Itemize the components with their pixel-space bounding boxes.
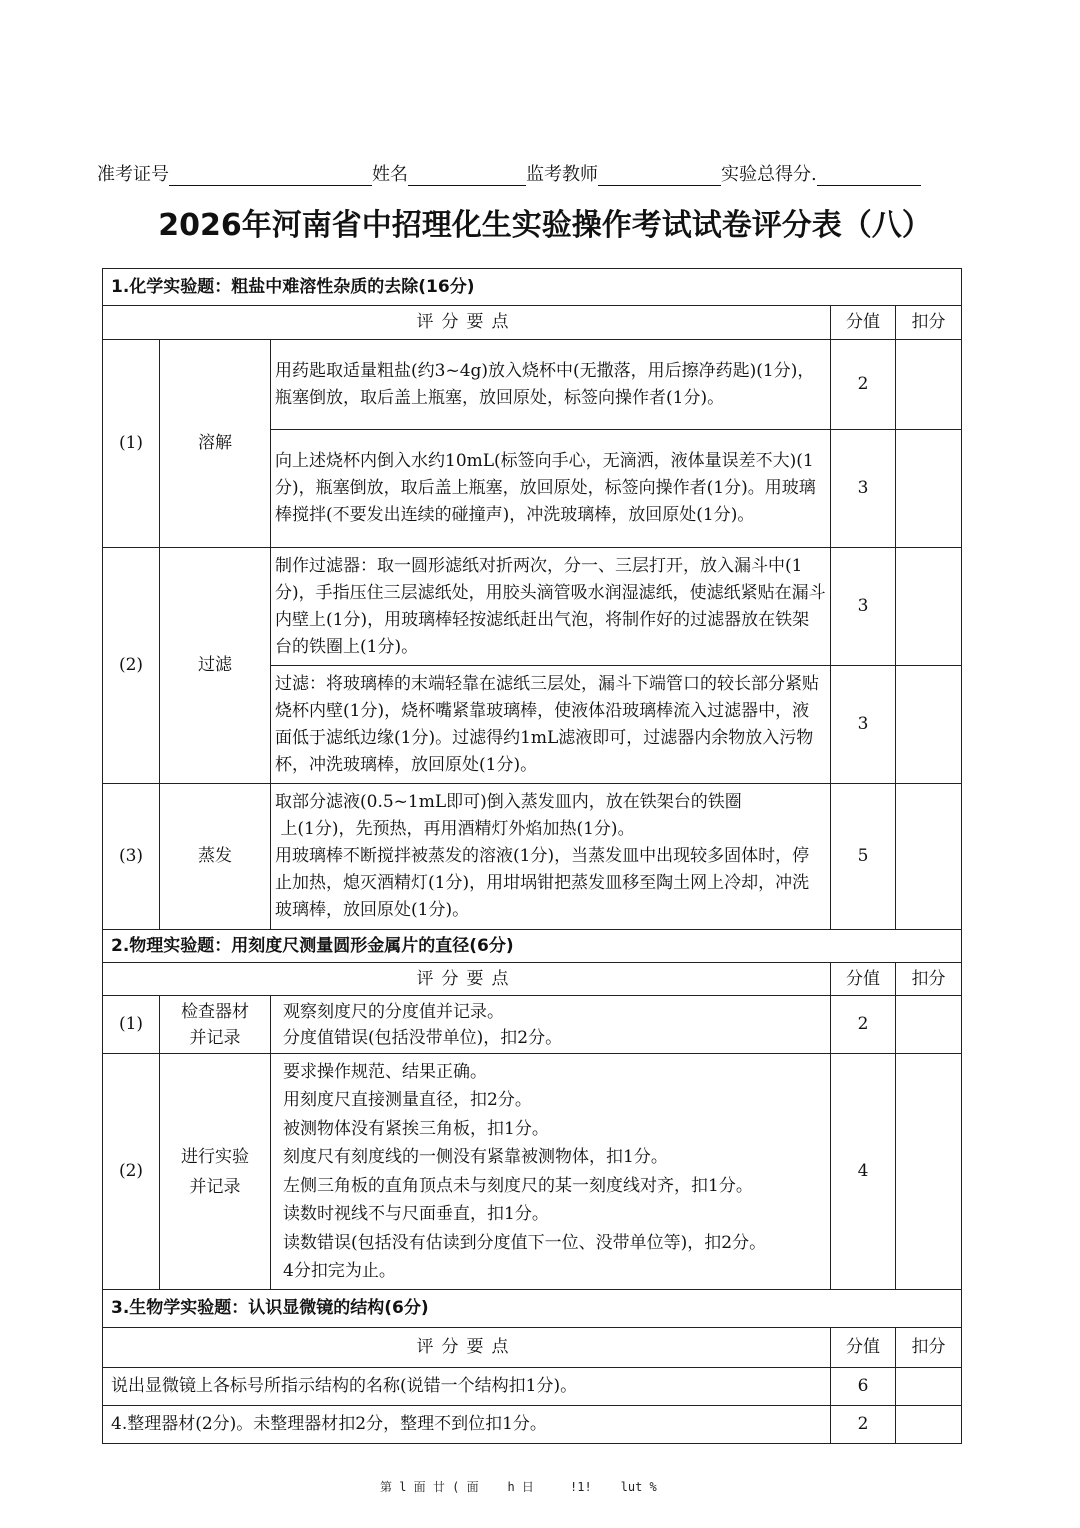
exam-id-blank[interactable] [169,163,372,186]
deduction-cell[interactable] [896,1054,962,1290]
text-line: 用玻璃棒不断搅拌被蒸发的溶液(1分)，当蒸发皿中出现较多固体时，停止加热，熄灭酒精灯(1分)，用坩埚钳把蒸发皿移至陶土网上冷却，冲洗玻璃棒，放回原处(1分)。 [275,846,810,920]
table-row [103,996,962,1054]
scoring-point: 说出显微镜上各标号所指示结构的名称(说错一个结构扣1分)。 [103,1368,831,1406]
deduction-cell[interactable] [896,340,962,430]
section-title-chemistry: 1.化学实验题：粗盐中难溶性杂质的去除(16分) [103,269,962,306]
scoring-point: 制作过滤器：取一圆形滤纸对折两次，分一、三层打开，放入漏斗中(1分)，手指压住三层滤纸处，用胶头滴管吸水润湿滤纸，使滤纸紧贴在漏斗内壁上(1分)，用玻璃棒轻按滤纸赶出气泡，将制作好的过滤器放在铁架台的铁圈上(1分)。 [271,548,831,666]
score-value: 5 [831,784,896,930]
step-name: 溶解 [160,340,271,548]
text-line: 左侧三角板的直角顶点未与刻度尺的某一刻度线对齐，扣1分。 [283,1175,753,1196]
step-name: 过滤 [160,548,271,784]
value-header: 分值 [831,306,896,340]
step-number: (3) [103,784,160,930]
points-header: 评分要点 [103,963,831,996]
deduct-header: 扣分 [896,306,962,340]
score-value: 2 [831,996,896,1054]
name-label: 姓名 [372,164,408,185]
scoring-point: 过滤：将玻璃棒的末端轻靠在滤纸三层处，漏斗下端管口的较长部分紧贴烧杯内壁(1分)，烧杯嘴紧靠玻璃棒，使液体沿玻璃棒流入过滤器中，液面低于滤纸边缘(1分)。过滤得约1mL滤液即可，过滤器内余物放入污物杯，冲洗玻璃棒，放回原处(1分)。 [271,666,831,784]
exam-header [97,156,977,186]
section-title-physics: 2.物理实验题：用刻度尺测量圆形金属片的直径(6分) [103,930,962,963]
step-name-line: 进行实验 [181,1146,249,1167]
section-row-chemistry [103,269,962,306]
section-row-biology [103,1290,962,1328]
table-row [103,548,962,666]
step-number: (1) [103,996,160,1054]
column-header-row [103,963,962,996]
deduction-cell[interactable] [896,1406,962,1444]
points-header: 评分要点 [103,306,831,340]
scoring-point: 向上述烧杯内倒入水约10mL(标签向手心，无滴洒，液体量误差不大)(1分)，瓶塞倒放，取后盖上瓶塞，放回原处，标签向操作者(1分)。用玻璃棒搅拌(不要发出连续的碰撞声)，冲洗玻璃棒，放回原处(1分)。 [271,430,831,548]
deduction-cell[interactable] [896,548,962,666]
text-line: 分度值错误(包括没带单位)，扣2分。 [283,1027,563,1048]
text-line: 刻度尺有刻度线的一侧没有紧靠被测物体，扣1分。 [283,1147,668,1167]
total-score-label: 实验总得分. [721,164,817,185]
section-title-biology: 3.生物学实验题：认识显微镜的结构(6分) [103,1290,962,1328]
proctor-label: 监考教师 [526,164,598,185]
step-number: (1) [103,340,160,548]
deduction-cell[interactable] [896,996,962,1054]
deduct-header: 扣分 [896,1328,962,1368]
score-value: 4 [831,1054,896,1290]
deduct-header: 扣分 [896,963,962,996]
score-value: 2 [831,1406,896,1444]
step-name: 蒸发 [160,784,271,930]
scoring-table [102,268,962,1444]
cleanup-point: 4.整理器材(2分)。未整理器材扣2分，整理不到位扣1分。 [103,1406,831,1444]
step-number: (2) [103,548,160,784]
total-score-blank[interactable] [817,163,921,186]
deduction-cell[interactable] [896,1368,962,1406]
text-line: 上(1分)，先预热，再用酒精灯外焰加热(1分)。 [275,819,635,839]
step-name-line: 并记录 [189,1027,241,1048]
scoring-point: 用药匙取适量粗盐(约3~4g)放入烧杯中(无撒落，用后擦净药匙)(1分)，瓶塞倒放，取后盖上瓶塞，放回原处，标签向操作者(1分)。 [271,340,831,430]
deduction-cell[interactable] [896,666,962,784]
table-row [103,1368,962,1406]
text-line: 读数错误(包括没有估读到分度值下一位、没带单位等)，扣2分。 [283,1232,767,1253]
text-line: 读数时视线不与尺面垂直，扣1分。 [283,1204,549,1224]
page-footer: 第 l 面 廿 ( 面 h 日 !1! lut % [380,1480,657,1494]
table-row [103,340,962,430]
points-header: 评分要点 [103,1328,831,1368]
score-value: 3 [831,666,896,784]
section-row-physics [103,930,962,963]
table-row [103,784,962,930]
text-line: 要求操作规范、结果正确。 [283,1061,487,1082]
step-name-line: 并记录 [189,1176,241,1197]
text-line: 被测物体没有紧挨三角板，扣1分。 [283,1118,549,1139]
column-header-row [103,1328,962,1368]
name-blank[interactable] [408,163,526,186]
step-name [160,1054,271,1290]
text-line: 4分扣完为止。 [283,1261,396,1281]
step-number: (2) [103,1054,160,1290]
value-header: 分值 [831,963,896,996]
exam-id-label: 准考证号 [97,164,169,185]
scoring-point [271,784,831,930]
score-value: 6 [831,1368,896,1406]
score-value: 3 [831,548,896,666]
proctor-blank[interactable] [598,163,721,186]
table-row [103,1054,962,1290]
value-header: 分值 [831,1328,896,1368]
scoring-point [271,1054,831,1290]
score-value: 2 [831,340,896,430]
deduction-cell[interactable] [896,430,962,548]
text-line: 取部分滤液(0.5~1mL即可)倒入蒸发皿内，放在铁架台的铁圈 [275,792,742,812]
text-line: 用刻度尺直接测量直径，扣2分。 [283,1090,532,1110]
page-title: 2026年河南省中招理化生实验操作考试试卷评分表（八） [158,208,932,243]
text-line: 观察刻度尺的分度值并记录。 [283,1001,504,1022]
column-header-row [103,306,962,340]
score-value: 3 [831,430,896,548]
deduction-cell[interactable] [896,784,962,930]
scoring-point [271,996,831,1054]
section-row-cleanup [103,1406,962,1444]
step-name [160,996,271,1054]
step-name-line: 检查器材 [181,1001,249,1022]
